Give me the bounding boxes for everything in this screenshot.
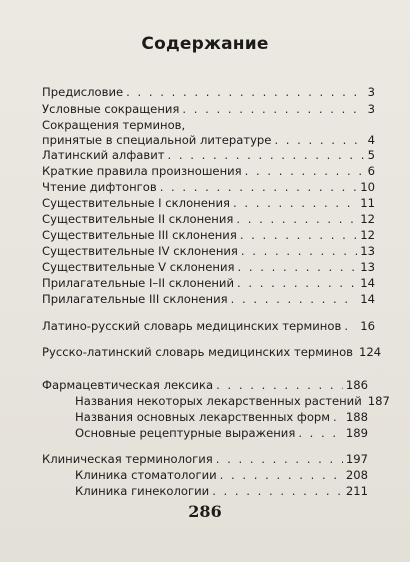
toc-subentry [75, 425, 368, 441]
toc-entry-label: Существительные IV склонения [42, 244, 238, 258]
toc-entry-label: Основные рецептурные выражения [75, 426, 296, 440]
toc-entry [42, 163, 375, 179]
leader-dots [182, 101, 364, 117]
toc-entry [42, 377, 368, 393]
toc-entry-label: Прилагательные III склонения [42, 292, 228, 306]
toc-entry-label: Прилагательные I–II склонений [42, 276, 234, 290]
leader-dots [237, 275, 357, 291]
toc-entry-label: Латинский алфавит [42, 148, 165, 162]
toc-entry-label: Названия основных лекарственных форм [75, 410, 331, 424]
leader-dots [344, 318, 357, 334]
toc-entry-page: 189 [345, 426, 368, 440]
leader-dots [236, 211, 357, 227]
toc-entry-label: Клиника гинекологии [75, 484, 210, 498]
toc-entry [42, 211, 375, 227]
toc-entry-label: Существительные I склонения [42, 196, 230, 210]
leader-dots [212, 483, 343, 499]
toc-entry-page: 10 [360, 180, 375, 194]
toc-entry-label: Предисловие [42, 85, 124, 99]
toc-entry [42, 195, 375, 211]
toc-entry-page: 11 [360, 196, 375, 210]
toc-entry [42, 227, 375, 243]
leader-dots [298, 425, 343, 441]
toc-entry-page: 12 [360, 228, 375, 242]
leader-dots [238, 259, 358, 275]
toc-entry-label: Чтение дифтонгов [42, 180, 157, 194]
toc-entry-label: Латино-русский словарь медицинских терминов [42, 319, 342, 333]
toc-entry-label: Клиника стоматологии [75, 468, 217, 482]
toc-entry-page: 3 [367, 102, 375, 116]
page-title: Содержание [141, 34, 269, 54]
toc-entry [42, 84, 375, 100]
toc-entry [42, 275, 375, 291]
toc-entry-page: 12 [360, 212, 375, 226]
toc-entry-page: 187 [367, 394, 390, 408]
toc-entry [42, 344, 382, 360]
toc-entry [42, 318, 375, 334]
leader-dots [241, 243, 357, 259]
toc-entry-page: 188 [345, 410, 368, 424]
leader-dots [216, 377, 343, 393]
toc-entry-page: 4 [367, 133, 375, 147]
leader-dots [333, 409, 343, 425]
toc-entry [42, 132, 375, 148]
toc-entry-page: 3 [367, 85, 375, 99]
leader-dots [231, 291, 358, 307]
leader-dots [245, 163, 365, 179]
leader-dots [233, 195, 357, 211]
toc-entry-page: 13 [360, 244, 375, 258]
toc-entry-label: Краткие правила произношения [42, 164, 242, 178]
toc-entry-label: принятые в специальной литературе [42, 133, 272, 147]
toc-entry-label: Существительные III склонения [42, 228, 237, 242]
toc-entry [42, 147, 375, 163]
toc-entry [42, 179, 375, 195]
toc-entry-page: 211 [345, 484, 368, 498]
toc-entry [42, 451, 368, 467]
toc-entry-page: 124 [359, 345, 382, 359]
toc-entry-label: Русско-латинский словарь медицинских терминов [42, 345, 354, 359]
toc-entry-page: 6 [367, 164, 375, 178]
toc-entry-page: 5 [367, 148, 375, 162]
toc-subentry [75, 409, 368, 425]
leader-dots [126, 84, 364, 100]
leader-dots [220, 467, 343, 483]
toc-subentry [75, 483, 368, 499]
leader-dots [274, 132, 364, 148]
toc-entry-page: 13 [360, 260, 375, 274]
leader-dots [160, 179, 358, 195]
toc-entry-label: Существительные V склонения [42, 260, 235, 274]
leader-dots [216, 451, 343, 467]
toc-subentry [75, 467, 368, 483]
leader-dots [167, 147, 364, 163]
toc-entry-page: 197 [345, 452, 368, 466]
toc-entry-page: 16 [360, 319, 375, 333]
toc-entry-label: Фармацевтическая лексика [42, 378, 214, 392]
toc-entry [42, 259, 375, 275]
toc-entry [42, 101, 375, 117]
toc-subentry [75, 393, 390, 409]
toc-entry-label: Клиническая терминология [42, 452, 213, 466]
toc-entry-label: Сокращения терминов, [42, 118, 186, 132]
toc-entry-page: 186 [345, 378, 368, 392]
toc-entry-label: Названия некоторых лекарственных растений [75, 394, 362, 408]
toc-entry-page: 14 [360, 292, 375, 306]
toc-entry-page: 208 [345, 468, 368, 482]
toc-entry-label: Условные сокращения [42, 102, 180, 116]
leader-dots [240, 227, 357, 243]
toc-entry-label: Существительные II склонения [42, 212, 234, 226]
toc-entry-page: 14 [360, 276, 375, 290]
page-number: 286 [188, 502, 222, 521]
toc-entry [42, 243, 375, 259]
toc-entry [42, 291, 375, 307]
